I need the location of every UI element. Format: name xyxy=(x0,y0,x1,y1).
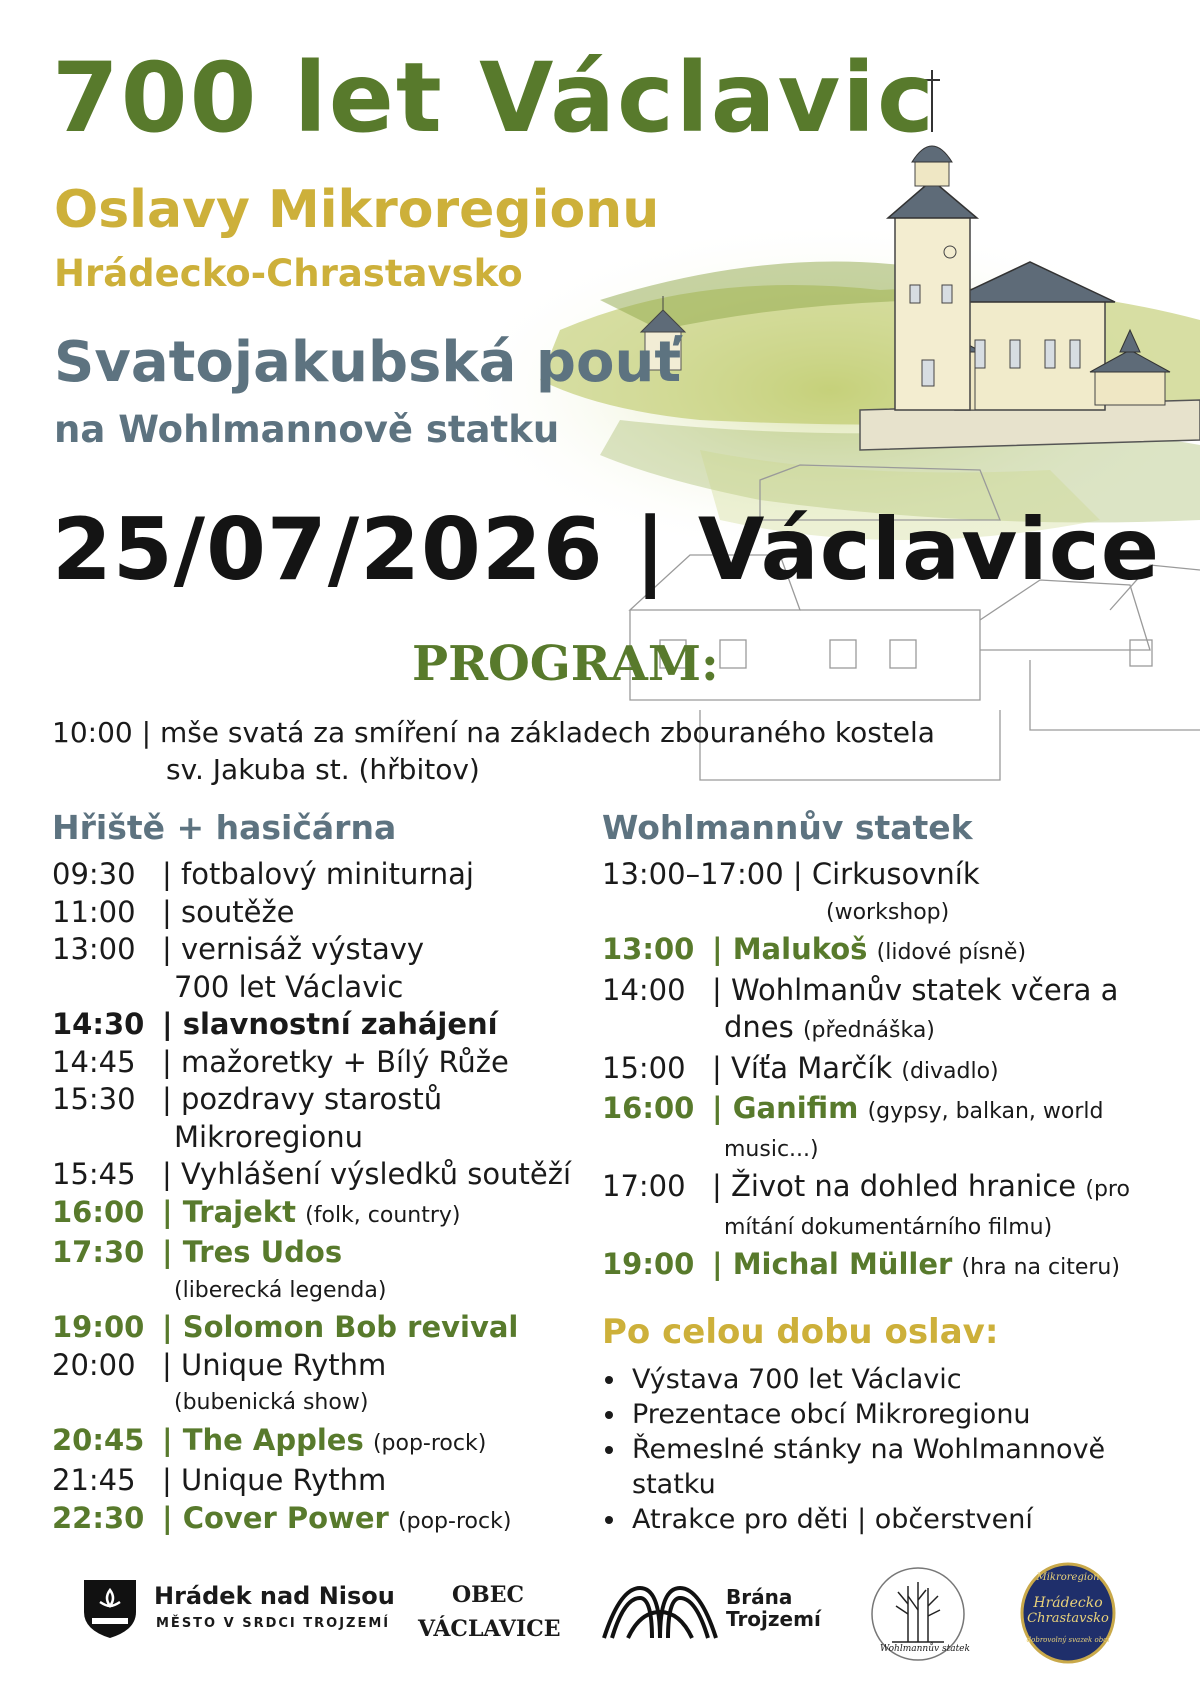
event-date-place: 25/07/2026 | Václavice xyxy=(52,500,1161,600)
subtitle-pilgrimage: Svatojakubská pouť xyxy=(54,330,682,395)
list-item: • Řemeslné stánky na Wohlmannově statku xyxy=(628,1432,1105,1502)
left-column-heading: Hřiště + hasičárna xyxy=(52,808,397,847)
brana-trojzemi-label xyxy=(726,1586,821,1630)
subtitle-venue: na Wohlmannově statku xyxy=(54,408,560,451)
wohlmannuv-statek-label: Wohlmannův statek xyxy=(880,1644,970,1654)
mikroregion-badge-text xyxy=(1024,1572,1112,1644)
subtitle-celebration: Oslavy Mikroregionu xyxy=(54,180,660,240)
right-schedule xyxy=(602,856,1130,1287)
schedule-item-note: mítání dokumentárního filmu) xyxy=(724,1214,1053,1240)
schedule-item-note: (workshop) xyxy=(826,899,950,925)
brana-line2: Trojzemí xyxy=(726,1607,821,1631)
schedule-item-note: (liberecká legenda) xyxy=(174,1277,387,1303)
schedule-item: 22:30 | Cover Power (pop-rock) xyxy=(52,1500,512,1535)
mass-text-cont: sv. Jakuba st. (hřbitov) xyxy=(166,753,480,786)
schedule-item: 09:30 | fotbalový miniturnaj xyxy=(52,857,474,891)
brana-line1: Brána xyxy=(726,1585,793,1609)
poster-title: 700 let Václavic xyxy=(52,42,936,154)
list-item: • Atrakce pro děti | občerstvení xyxy=(628,1502,1105,1537)
schedule-item-cont: 700 let Václavic xyxy=(174,969,404,1004)
mass-entry: 10:00 | mše svatá za smíření na základech zbouraného kostela sv. Jakuba st. (hřbitov) xyxy=(52,716,935,786)
schedule-item-note: music...) xyxy=(724,1136,819,1162)
schedule-item: 16:00 | Trajekt (folk, country) xyxy=(52,1194,461,1229)
schedule-item: 19:00 | Michal Müller (hra na citeru) xyxy=(602,1247,1120,1281)
schedule-item: 13:00 | vernisáž výstavy xyxy=(52,932,425,966)
schedule-item: 15:00 | Víťa Marčík (divadlo) xyxy=(602,1050,999,1085)
obec-line2: VÁCLAVICE xyxy=(418,1616,561,1642)
schedule-item-cont: dnes (přednáška) xyxy=(724,1010,935,1044)
schedule-item: 21:45 | Unique Rythm xyxy=(52,1463,387,1497)
right-column-heading: Wohlmannův statek xyxy=(602,808,973,847)
mikro-bottom: dobrovolný svazek obcí xyxy=(1026,1636,1110,1644)
schedule-item: 15:30 | pozdravy starostů xyxy=(52,1082,443,1116)
program-heading: PROGRAM: xyxy=(412,636,719,692)
hradek-name: Hrádek nad Nisou xyxy=(154,1582,395,1610)
mass-time: 10:00 xyxy=(52,716,133,749)
subtitle-region: Hrádecko-Chrastavsko xyxy=(54,252,523,295)
hradek-coat-of-arms-icon xyxy=(82,1578,138,1640)
schedule-item: 14:30 | slavnostní zahájení xyxy=(52,1007,498,1041)
schedule-item: 20:00 | Unique Rythm xyxy=(52,1347,387,1382)
schedule-item: 11:00 | soutěže xyxy=(52,894,295,929)
left-schedule xyxy=(52,856,571,1540)
obec-line1: OBEC xyxy=(451,1582,525,1608)
all-day-list xyxy=(602,1362,1105,1537)
list-item: • Výstava 700 let Václavic xyxy=(628,1362,1105,1397)
schedule-item-cont: Mikroregionu xyxy=(174,1119,363,1154)
schedule-item: 14:45 | mažoretky + Bílý Růže xyxy=(52,1044,509,1079)
mikro-top: Mikroregion xyxy=(1036,1572,1100,1583)
brana-trojzemi-arcs-icon xyxy=(600,1582,720,1642)
schedule-item: 15:45 | Vyhlášení výsledků soutěží xyxy=(52,1157,571,1191)
hradek-tagline: MĚSTO V SRDCI TROJZEMÍ xyxy=(156,1616,391,1631)
obec-vaclavice-logo xyxy=(418,1578,561,1646)
mass-text: mše svatá za smíření na základech zbouraného kostela xyxy=(159,716,935,749)
schedule-item: 17:30 | Tres Udos xyxy=(52,1235,343,1269)
schedule-item: 20:45 | The Apples (pop-rock) xyxy=(52,1422,487,1457)
schedule-item: 13:00 | Malukoš (lidové písně) xyxy=(602,932,1027,966)
mikro-mid2: Chrastavsko xyxy=(1027,1611,1109,1626)
schedule-item: 13:00–17:00 | Cirkusovník xyxy=(602,857,980,891)
schedule-item: 16:00 | Ganifim (gypsy, balkan, world xyxy=(602,1091,1104,1125)
mikro-mid1: Hrádecko xyxy=(1033,1595,1103,1611)
schedule-item: 19:00 | Solomon Bob revival xyxy=(52,1310,519,1344)
schedule-item: 14:00 | Wohlmanův statek včera a xyxy=(602,972,1119,1007)
schedule-item: 17:00 | Život na dohled hranice (pro xyxy=(602,1169,1130,1203)
list-item: • Prezentace obcí Mikroregionu xyxy=(628,1397,1105,1432)
schedule-item-note: (bubenická show) xyxy=(174,1390,369,1415)
all-day-heading: Po celou dobu oslav: xyxy=(602,1312,999,1352)
sponsor-logos xyxy=(0,1560,1200,1680)
